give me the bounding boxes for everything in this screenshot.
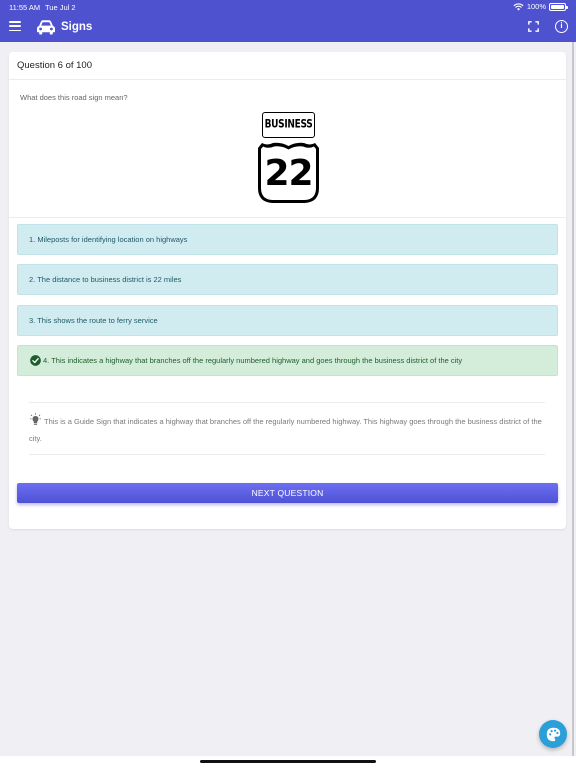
answer-option-4-correct[interactable] [17,345,558,376]
explanation-divider-bottom [29,454,545,455]
answer-option-1[interactable] [17,224,558,255]
home-indicator[interactable] [200,760,376,763]
question-counter: Question 6 of 100 [17,60,92,71]
answer-option-label: 4. This indicates a highway that branches off the regularly numbered highway and goes through the business district of the city [43,356,463,365]
palette-icon [546,727,561,742]
answer-option-2[interactable] [17,264,558,295]
card-divider [9,79,566,80]
answer-option-label: 3. This shows the route to ferry service [29,316,158,325]
sign-route-number: 22 [264,152,313,194]
theme-palette-button[interactable] [539,720,567,748]
sign-business-text: BUSINESS [264,118,313,132]
question-prompt: What does this road sign mean? [20,93,128,102]
sign-business-plate [262,112,315,138]
fullscreen-icon[interactable] [528,21,539,32]
question-card [9,52,566,529]
answer-option-label: 1. Mileposts for identifying location on highways [29,235,188,244]
status-time: 11:55 AM [9,3,41,12]
road-sign-image [257,112,321,205]
info-icon[interactable]: i [555,20,568,33]
car-icon [36,19,56,35]
status-date: Tue Jul 2 [45,3,76,12]
menu-icon[interactable] [9,21,21,33]
app-title: Signs [61,21,93,33]
explanation-text: This is a Guide Sign that indicates a highway that branches off the regularly numbered highway. This highway goes through the business district of the city. [29,417,542,443]
wifi-icon [513,3,524,11]
check-circle-icon [30,355,41,366]
status-indicators [513,2,566,11]
next-question-button[interactable]: NEXT QUESTION [17,483,558,503]
battery-icon [549,3,566,11]
status-bar [0,0,576,14]
section-divider [9,217,566,218]
toolbar [0,14,576,42]
scrollbar-edge [572,42,574,756]
explanation-divider-top [29,402,545,403]
answer-option-3[interactable] [17,305,558,336]
battery-percent: 100% [526,2,546,11]
answer-option-label: 2. The distance to business district is 22 miles [29,275,182,284]
app-header [0,0,576,42]
